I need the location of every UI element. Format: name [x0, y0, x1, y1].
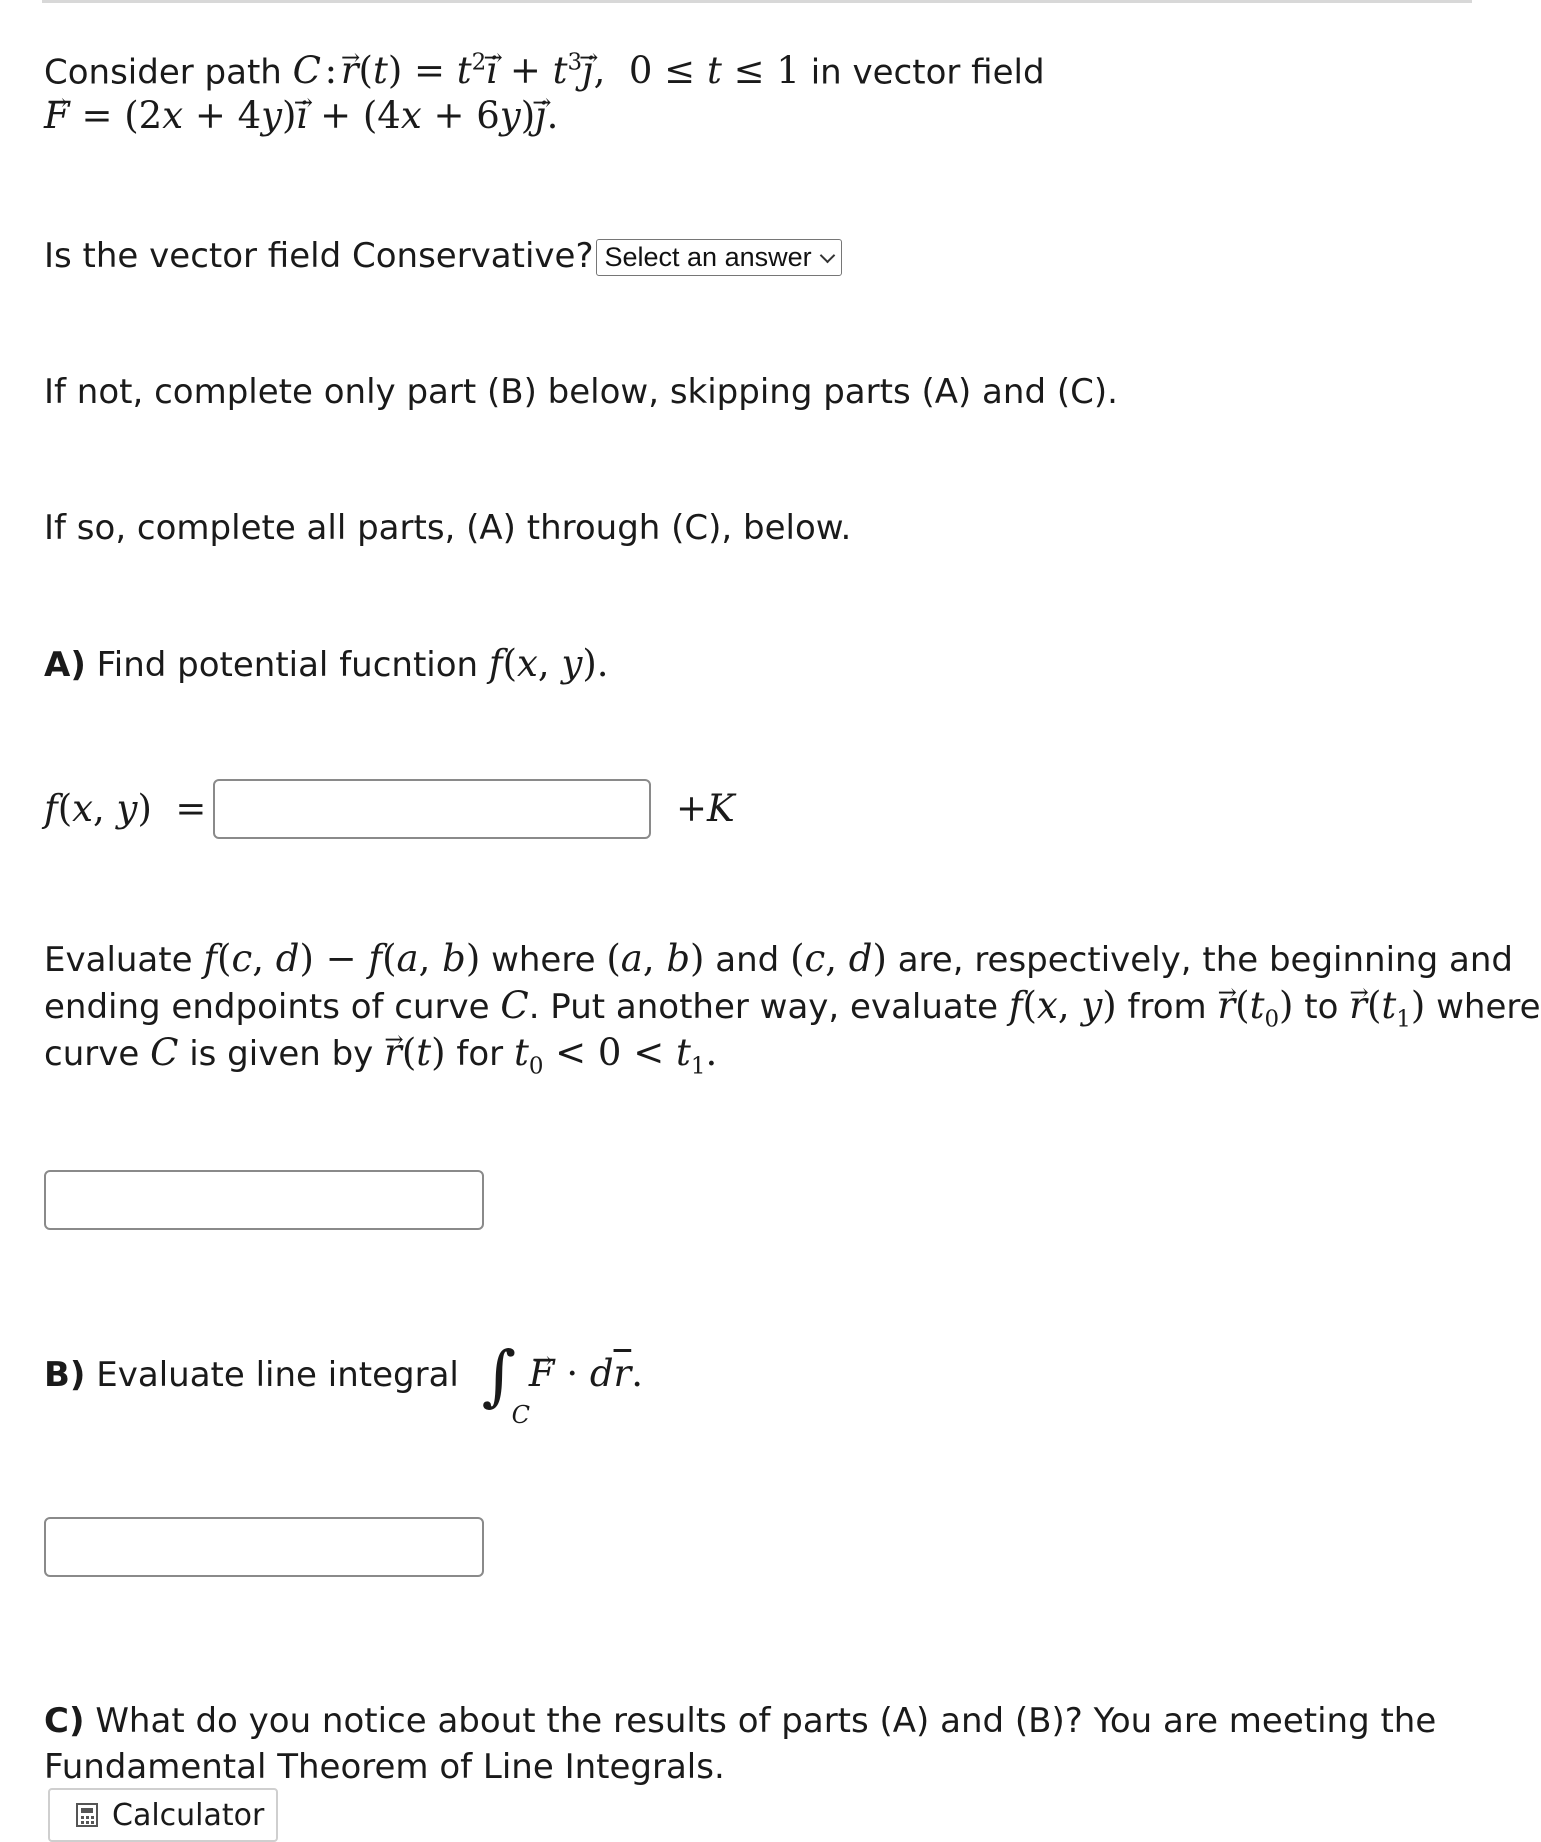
potential-function-input[interactable] [213, 779, 651, 839]
calculator-button[interactable]: Calculator [48, 1788, 278, 1842]
conservative-question: Is the vector field Conservative? Select an answer [44, 233, 842, 280]
problem-statement-line-2 [44, 92, 558, 141]
line-integral-input[interactable] [44, 1517, 484, 1577]
chevron-down-icon [819, 248, 835, 264]
path-definition: C : $r \to(t) = t^2i$ → + $t^3j$ →, 0 ≤ t ≤ 1 [293, 49, 800, 92]
part-c-line-2: Fundamental Theorem of Line Integrals. [44, 1747, 725, 1787]
top-divider [42, 0, 1472, 3]
evaluate-line-2: ending endpoints of curve C. Put another way, evaluate f(x, y) from $r \to(t_0)$ to $r \to(t_1)$ where [44, 982, 1541, 1043]
if-so-instruction: If so, complete all parts, (A) through (C), below. [44, 508, 852, 548]
conservative-select[interactable]: Select an answer [596, 239, 842, 276]
part-b-heading: B) Evaluate line integral ∫ C F → · $d\overline{r}$. [44, 1350, 643, 1399]
potential-function-label: f(x, y) = [44, 787, 207, 830]
problem-statement-line-1: Consider path C : $r \to(t) = t^2i$ → + $t^3j$ →, 0 ≤ t ≤ 1 in vector field [44, 40, 1045, 96]
if-not-instruction: If not, complete only part (B) below, skipping parts (A) and (C). [44, 372, 1118, 412]
vector-field-definition: F → = (2x + 4y)i → + (4x + 6y)j →. [44, 94, 558, 137]
part-a-heading: A) Find potential fucntion f(x, y). [44, 642, 609, 685]
line-integral-symbol: ∫ C [481, 1337, 531, 1429]
evaluate-line-1: Evaluate f(c, d) − f(a, b) where (a, b) and (c, d) are, respectively, the beginning and [44, 937, 1513, 980]
evaluate-line-3: curve C is given by r →(t) for $t_0 < 0 < t_1$. [44, 1029, 717, 1090]
endpoint-evaluation-input[interactable] [44, 1170, 484, 1230]
plus-k-label: +K [676, 787, 735, 830]
part-c-line-1: C) What do you notice about the results of parts (A) and (B)? You are meeting the [44, 1701, 1437, 1741]
calculator-icon [76, 1803, 98, 1827]
